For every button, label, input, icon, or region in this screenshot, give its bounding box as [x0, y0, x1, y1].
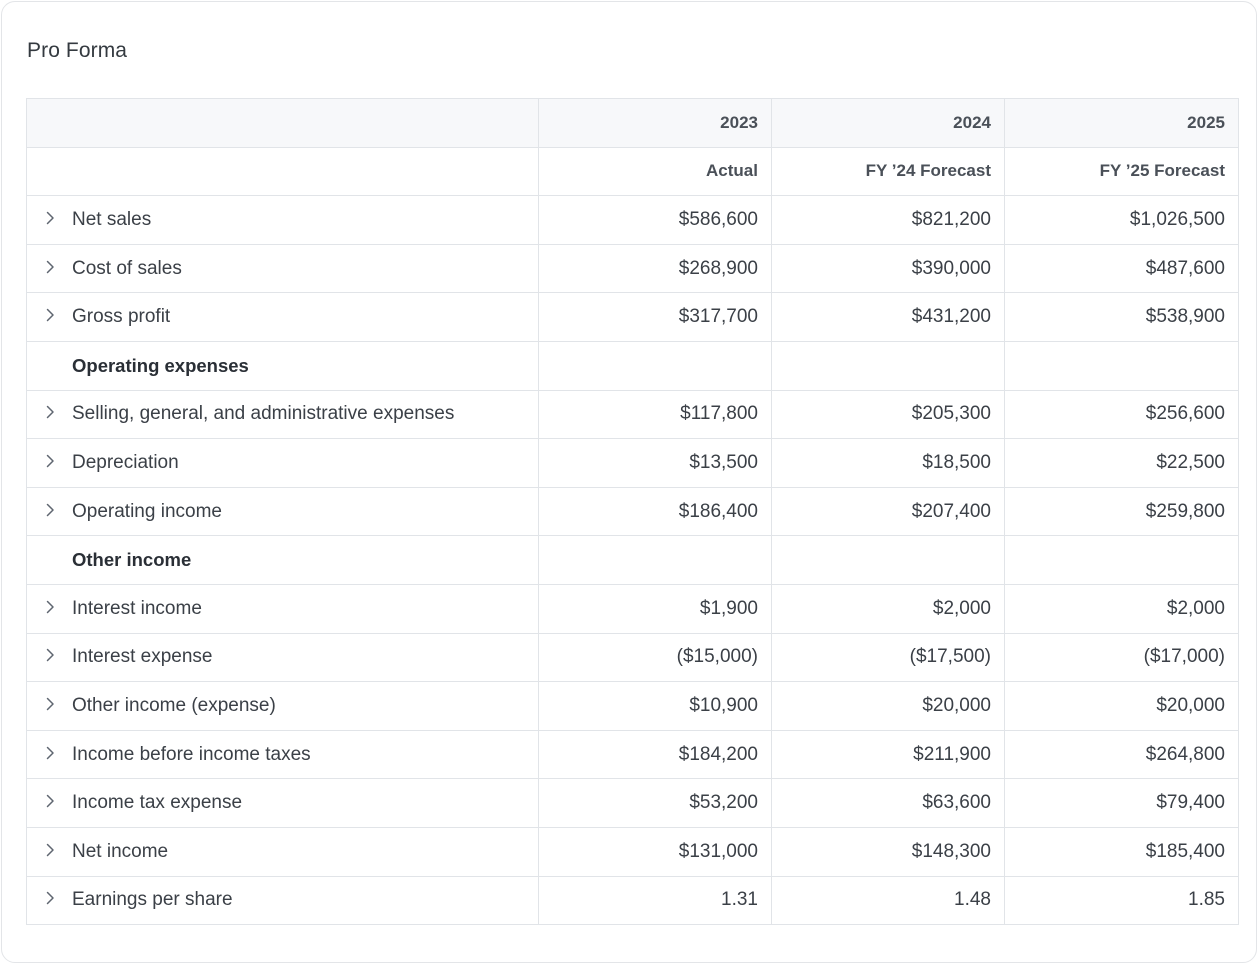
chevron-right-icon[interactable] — [40, 791, 60, 811]
row-label: Income tax expense — [72, 792, 243, 814]
row-label-cell — [27, 293, 539, 342]
value-cell: ($17,500) — [772, 633, 1005, 682]
value-cell: 1.85 — [1005, 876, 1239, 925]
chevron-right-icon[interactable] — [40, 402, 60, 422]
table-row[interactable] — [27, 682, 1239, 731]
row-label: Selling, general, and administrative expenses — [72, 403, 455, 425]
value-cell: $10,900 — [539, 682, 772, 731]
chevron-right-icon[interactable] — [40, 840, 60, 860]
value-cell — [1005, 341, 1239, 390]
table-row[interactable] — [27, 827, 1239, 876]
chevron-right-icon[interactable] — [40, 597, 60, 617]
row-label: Net income — [72, 840, 169, 862]
value-cell: 1.31 — [539, 876, 772, 925]
value-cell: $20,000 — [1005, 682, 1239, 731]
value-cell: $207,400 — [772, 487, 1005, 536]
row-label-cell — [27, 196, 539, 245]
table-row[interactable] — [27, 730, 1239, 779]
row-label-cell — [27, 633, 539, 682]
value-cell: $131,000 — [539, 827, 772, 876]
section-header-row — [27, 536, 1239, 585]
row-label-cell — [27, 439, 539, 488]
value-cell: $22,500 — [1005, 439, 1239, 488]
page-title: Pro Forma — [27, 39, 128, 62]
row-label-cell — [27, 584, 539, 633]
table-row[interactable] — [27, 779, 1239, 828]
value-cell: $317,700 — [539, 293, 772, 342]
chevron-right-icon[interactable] — [40, 743, 60, 763]
row-label: Depreciation — [72, 451, 179, 473]
value-cell: $268,900 — [539, 244, 772, 293]
row-label-cell — [27, 341, 539, 390]
row-label: Net sales — [72, 208, 152, 230]
value-cell: $18,500 — [772, 439, 1005, 488]
value-cell: $1,900 — [539, 584, 772, 633]
value-cell: $487,600 — [1005, 244, 1239, 293]
value-cell: $821,200 — [772, 196, 1005, 245]
section-header-row — [27, 341, 1239, 390]
column-header-year[interactable]: 2024 — [772, 99, 1005, 148]
value-cell: $20,000 — [772, 682, 1005, 731]
row-label-cell — [27, 730, 539, 779]
row-label: Earnings per share — [72, 889, 233, 911]
row-label: Interest income — [72, 597, 202, 619]
column-header-year[interactable]: 2023 — [539, 99, 772, 148]
header-label-cell — [27, 99, 539, 148]
chevron-right-icon[interactable] — [40, 888, 60, 908]
table-row[interactable] — [27, 244, 1239, 293]
value-cell: $13,500 — [539, 439, 772, 488]
chevron-right-icon[interactable] — [40, 645, 60, 665]
table-body — [27, 196, 1239, 925]
table-row[interactable] — [27, 876, 1239, 925]
value-cell: $259,800 — [1005, 487, 1239, 536]
value-cell: $184,200 — [539, 730, 772, 779]
row-label-cell — [27, 536, 539, 585]
chevron-right-icon[interactable] — [40, 305, 60, 325]
value-cell: $63,600 — [772, 779, 1005, 828]
column-subtitle: Actual — [539, 147, 772, 196]
row-label: Cost of sales — [72, 257, 182, 279]
subtitle-label-cell — [27, 147, 539, 196]
table-row[interactable] — [27, 196, 1239, 245]
chevron-right-icon[interactable] — [40, 500, 60, 520]
row-label-cell — [27, 827, 539, 876]
value-cell: $264,800 — [1005, 730, 1239, 779]
table-row[interactable] — [27, 584, 1239, 633]
row-label: Income before income taxes — [72, 743, 311, 765]
row-label-cell — [27, 487, 539, 536]
value-cell — [539, 341, 772, 390]
row-label: Other income (expense) — [72, 694, 276, 716]
value-cell — [539, 536, 772, 585]
table-row[interactable] — [27, 487, 1239, 536]
value-cell: $1,026,500 — [1005, 196, 1239, 245]
section-title: Operating expenses — [72, 354, 249, 376]
value-cell — [1005, 536, 1239, 585]
value-cell: $211,900 — [772, 730, 1005, 779]
value-cell: $148,300 — [772, 827, 1005, 876]
table-row[interactable] — [27, 390, 1239, 439]
value-cell: $205,300 — [772, 390, 1005, 439]
chevron-right-icon[interactable] — [40, 451, 60, 471]
pro-forma-card — [1, 1, 1257, 963]
pro-forma-table — [26, 98, 1239, 925]
column-header-year[interactable]: 2025 — [1005, 99, 1239, 148]
year-header-row — [27, 99, 1239, 148]
row-label-cell — [27, 779, 539, 828]
value-cell: $53,200 — [539, 779, 772, 828]
value-cell — [772, 536, 1005, 585]
row-label: Operating income — [72, 500, 222, 522]
chevron-right-icon[interactable] — [40, 694, 60, 714]
value-cell: $2,000 — [772, 584, 1005, 633]
value-cell: $186,400 — [539, 487, 772, 536]
row-label: Interest expense — [72, 646, 213, 668]
value-cell: $117,800 — [539, 390, 772, 439]
table-row[interactable] — [27, 633, 1239, 682]
value-cell: $431,200 — [772, 293, 1005, 342]
row-label-cell — [27, 876, 539, 925]
value-cell: $586,600 — [539, 196, 772, 245]
value-cell: $538,900 — [1005, 293, 1239, 342]
value-cell: $79,400 — [1005, 779, 1239, 828]
value-cell: $256,600 — [1005, 390, 1239, 439]
section-title: Other income — [72, 549, 192, 571]
column-subtitle: FY ’24 Forecast — [772, 147, 1005, 196]
table-row[interactable] — [27, 439, 1239, 488]
value-cell: $390,000 — [772, 244, 1005, 293]
value-cell: $185,400 — [1005, 827, 1239, 876]
row-label-cell — [27, 390, 539, 439]
subtitle-header-row — [27, 147, 1239, 196]
table-row[interactable] — [27, 293, 1239, 342]
row-label-cell — [27, 682, 539, 731]
row-label-cell — [27, 244, 539, 293]
chevron-right-icon[interactable] — [40, 208, 60, 228]
column-subtitle: FY ’25 Forecast — [1005, 147, 1239, 196]
row-label: Gross profit — [72, 306, 171, 328]
value-cell: 1.48 — [772, 876, 1005, 925]
chevron-right-icon[interactable] — [40, 257, 60, 277]
value-cell: $2,000 — [1005, 584, 1239, 633]
value-cell: ($15,000) — [539, 633, 772, 682]
value-cell — [772, 341, 1005, 390]
value-cell: ($17,000) — [1005, 633, 1239, 682]
